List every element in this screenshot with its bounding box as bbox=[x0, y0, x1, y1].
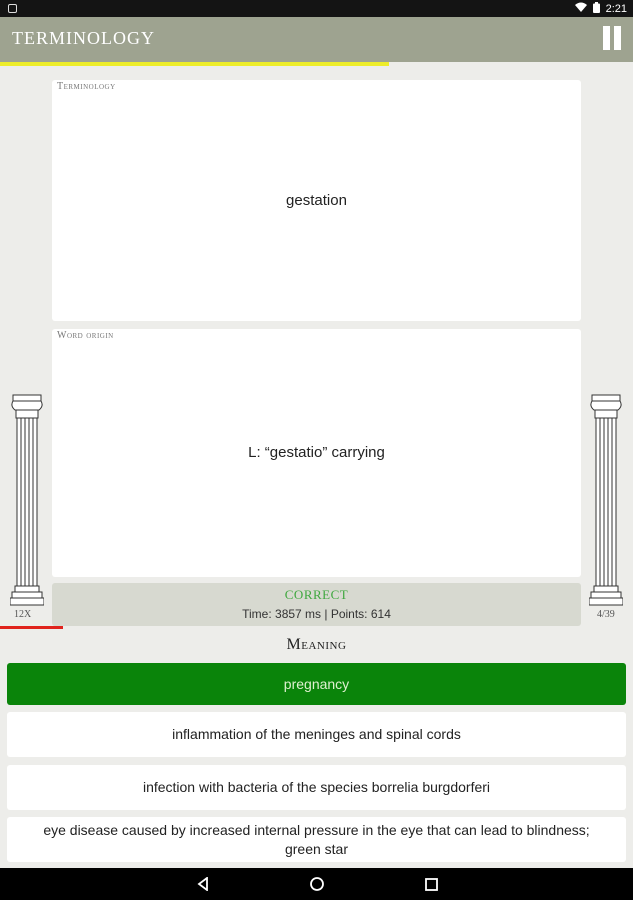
answer-option-3[interactable]: infection with bacteria of the species borrelia burgdorferi bbox=[7, 765, 626, 810]
back-icon bbox=[196, 877, 210, 891]
feedback-panel bbox=[52, 583, 581, 626]
meaning-title: Meaning bbox=[286, 636, 347, 653]
navigation-bar bbox=[0, 868, 633, 900]
answer-option-1[interactable]: pregnancy bbox=[7, 663, 626, 705]
origin-card bbox=[52, 329, 581, 577]
origin-card-label: Word origin bbox=[57, 330, 114, 341]
status-bar bbox=[0, 0, 633, 17]
clock: 2:21 bbox=[605, 2, 627, 15]
streak-label: 12X bbox=[14, 609, 32, 620]
feedback-status: CORRECT bbox=[284, 587, 349, 602]
right-pillar-icon bbox=[589, 394, 623, 606]
home-icon bbox=[309, 876, 325, 892]
home-button[interactable] bbox=[297, 868, 337, 900]
question-counter: 4/39 bbox=[597, 609, 615, 620]
notification-icon bbox=[8, 4, 17, 13]
pause-button[interactable] bbox=[601, 26, 623, 52]
timer-bar bbox=[0, 626, 63, 629]
pause-icon bbox=[603, 26, 610, 50]
feedback-details: Time: 3857 ms | Points: 614 bbox=[242, 607, 391, 621]
term-card bbox=[52, 80, 581, 321]
recents-button[interactable] bbox=[411, 868, 451, 900]
left-pillar-icon bbox=[10, 394, 44, 606]
answer-option-4[interactable]: eye disease caused by increased internal pressure in the eye that can lead to blindness; green star bbox=[7, 817, 626, 862]
answer-option-2[interactable]: inflammation of the meninges and spinal cords bbox=[7, 712, 626, 757]
app-title: TERMINOLOGY bbox=[12, 28, 155, 48]
app-bar bbox=[0, 17, 633, 62]
session-progress-bar bbox=[0, 62, 389, 66]
battery-icon bbox=[593, 2, 600, 16]
term-card-label: Terminology bbox=[57, 81, 116, 92]
wifi-icon bbox=[575, 2, 587, 15]
recents-icon bbox=[425, 878, 438, 891]
origin-text: L: “gestatio” carrying bbox=[248, 444, 385, 461]
back-button[interactable] bbox=[183, 868, 223, 900]
term-text: gestation bbox=[286, 192, 347, 209]
